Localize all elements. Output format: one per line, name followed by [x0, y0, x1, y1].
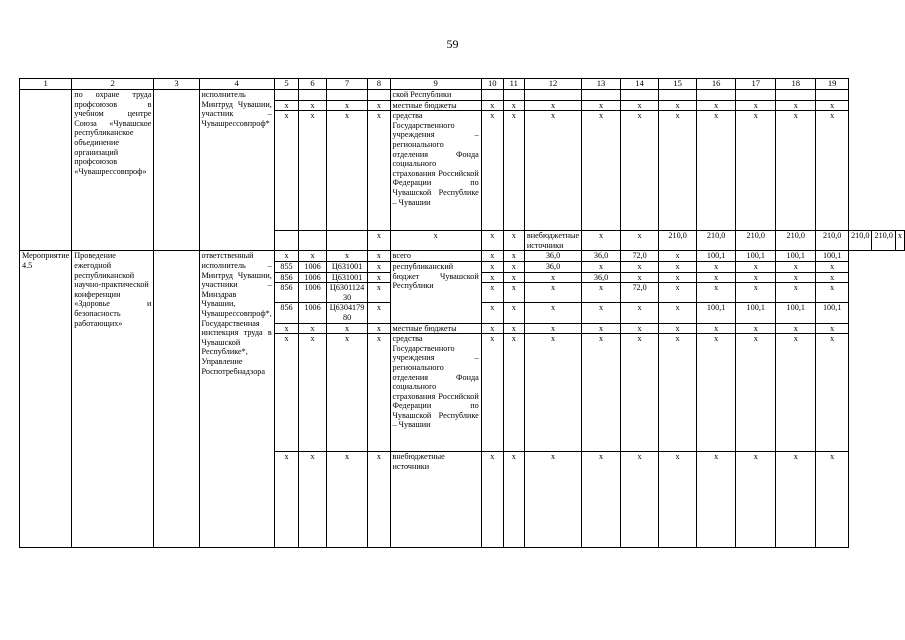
- event-description: Проведение ежегодной республиканской научно-практической конференции «Здоровье и безопасность работающих»: [72, 251, 154, 548]
- event-label-cell: [20, 90, 72, 101]
- data-cell: x: [776, 323, 816, 334]
- data-cell: 100,1: [816, 303, 849, 323]
- data-cell: x: [274, 334, 298, 452]
- data-cell: x: [503, 261, 524, 272]
- data-cell: x: [696, 283, 735, 303]
- data-cell: 36,0: [582, 251, 621, 262]
- data-cell: x: [503, 334, 524, 452]
- data-cell: x: [274, 251, 298, 262]
- data-cell: x: [582, 303, 621, 323]
- data-cell: x: [390, 231, 481, 251]
- data-cell: x: [481, 111, 503, 231]
- data-cell: x: [696, 272, 735, 283]
- column-header: 2: [72, 79, 154, 90]
- data-cell: 100,1: [776, 251, 816, 262]
- data-cell: 210,0: [872, 231, 895, 251]
- data-cell: x: [659, 303, 697, 323]
- data-cell: Ц631001: [326, 261, 367, 272]
- data-cell: x: [621, 111, 659, 231]
- data-cell: x: [503, 452, 524, 548]
- data-cell: Ц631001: [326, 272, 367, 283]
- data-cell: x: [816, 334, 849, 452]
- column-header-row: [20, 79, 905, 90]
- executor-cell: исполнитель Минтруд Чувашии, участник – Чувашрессовпроф*: [199, 90, 274, 251]
- funding-source: внебюджетные источники: [390, 452, 481, 548]
- data-cell: 856: [274, 283, 298, 303]
- data-cell: x: [736, 100, 776, 111]
- data-cell: x: [524, 111, 581, 231]
- data-cell: x: [524, 323, 581, 334]
- data-cell: 1006: [299, 303, 327, 323]
- column-header: 6: [299, 79, 327, 90]
- data-cell: x: [481, 323, 503, 334]
- data-cell: x: [696, 100, 735, 111]
- data-cell: x: [582, 111, 621, 231]
- data-cell: [368, 90, 390, 101]
- column-header: 9: [390, 79, 481, 90]
- executor-cell: ответственный исполнитель – Минтруд Чувашии, участники – Минздрав Чувашии, Чувашрессовпроф*, Государственная инспекция труда в Чувашской Республике*, Управление Роспотребнадзора: [199, 251, 274, 548]
- budget-table: [19, 78, 905, 548]
- data-cell: x: [481, 100, 503, 111]
- data-cell: x: [736, 334, 776, 452]
- data-cell: 210,0: [659, 231, 697, 251]
- data-cell: x: [736, 111, 776, 231]
- column-header: 5: [274, 79, 298, 90]
- data-cell: x: [481, 452, 503, 548]
- data-cell: x: [481, 272, 503, 283]
- data-cell: x: [582, 334, 621, 452]
- data-cell: x: [368, 261, 390, 272]
- data-cell: x: [481, 334, 503, 452]
- data-cell: x: [274, 100, 298, 111]
- column-header: 7: [326, 79, 367, 90]
- event-label: Мероприятие 4.5: [20, 251, 72, 548]
- data-cell: x: [659, 111, 697, 231]
- data-cell: x: [621, 303, 659, 323]
- data-cell: x: [503, 251, 524, 262]
- data-cell: x: [736, 323, 776, 334]
- column-header: 8: [368, 79, 390, 90]
- data-cell: x: [524, 452, 581, 548]
- data-cell: x: [299, 323, 327, 334]
- data-cell: x: [776, 452, 816, 548]
- data-cell: x: [816, 452, 849, 548]
- data-cell: 856: [274, 272, 298, 283]
- column-header: 4: [199, 79, 274, 90]
- data-cell: 36,0: [524, 261, 581, 272]
- data-cell: 72,0: [621, 283, 659, 303]
- data-cell: x: [524, 100, 581, 111]
- data-cell: x: [503, 111, 524, 231]
- data-cell: x: [736, 283, 776, 303]
- data-cell: 855: [274, 261, 298, 272]
- data-cell: 1006: [299, 261, 327, 272]
- data-cell: x: [503, 283, 524, 303]
- data-cell: x: [621, 452, 659, 548]
- data-cell: x: [776, 100, 816, 111]
- data-cell: x: [895, 231, 904, 251]
- data-cell: x: [524, 334, 581, 452]
- data-cell: x: [582, 452, 621, 548]
- data-cell: x: [776, 283, 816, 303]
- funding-source: всего: [390, 251, 481, 262]
- data-cell: x: [368, 100, 390, 111]
- data-cell: x: [659, 251, 697, 262]
- data-cell: x: [816, 111, 849, 231]
- data-cell: x: [621, 100, 659, 111]
- data-cell: x: [621, 231, 659, 251]
- data-cell: x: [481, 303, 503, 323]
- data-cell: 1006: [299, 272, 327, 283]
- data-cell: 856: [274, 303, 298, 323]
- funding-source: местные бюджеты: [390, 323, 481, 334]
- data-cell: x: [299, 452, 327, 548]
- data-cell: x: [776, 334, 816, 452]
- data-cell: x: [481, 231, 503, 251]
- data-cell: x: [368, 283, 390, 303]
- column-header: 1: [20, 79, 72, 90]
- data-cell: x: [326, 452, 367, 548]
- column-header: 18: [776, 79, 816, 90]
- data-cell: x: [481, 261, 503, 272]
- data-cell: x: [696, 111, 735, 231]
- data-cell: 210,0: [816, 231, 849, 251]
- table-row: [20, 90, 905, 101]
- data-cell: x: [326, 100, 367, 111]
- data-cell: x: [816, 283, 849, 303]
- data-cell: x: [736, 452, 776, 548]
- page-number: 59: [446, 37, 459, 51]
- data-cell: x: [503, 100, 524, 111]
- column-header: 14: [621, 79, 659, 90]
- goal-cell: [154, 90, 199, 251]
- data-cell: 100,1: [736, 251, 776, 262]
- column-header: 15: [659, 79, 697, 90]
- funding-source: средства Государственного учреждения – регионального отделения Фонда социального страхования Российской Федерации по Чувашской Республике – Чувашии: [390, 334, 481, 452]
- data-cell: x: [776, 111, 816, 231]
- data-cell: [326, 90, 367, 101]
- data-cell: x: [299, 111, 327, 231]
- data-cell: 100,1: [736, 303, 776, 323]
- data-cell: x: [582, 100, 621, 111]
- data-cell: x: [582, 261, 621, 272]
- data-cell: 210,0: [696, 231, 735, 251]
- column-header: 19: [816, 79, 849, 90]
- data-cell: x: [503, 303, 524, 323]
- funding-source: республиканский бюджет Чувашской Республики: [390, 261, 481, 323]
- funding-source: местные бюджеты: [390, 100, 481, 111]
- data-cell: x: [582, 323, 621, 334]
- data-cell: x: [481, 283, 503, 303]
- data-cell: x: [696, 323, 735, 334]
- funding-source: средства Государственного учреждения – регионального отделения Фонда социального страхования Российской Федерации по Чувашской Республике – Чувашии: [390, 111, 481, 231]
- data-cell: x: [326, 334, 367, 452]
- data-cell: x: [582, 231, 621, 251]
- data-cell: x: [776, 272, 816, 283]
- column-header: 11: [503, 79, 524, 90]
- data-cell: 100,1: [816, 251, 849, 262]
- data-cell: x: [736, 272, 776, 283]
- data-cell: x: [524, 283, 581, 303]
- data-cell: 100,1: [696, 251, 735, 262]
- data-cell: x: [481, 251, 503, 262]
- data-cell: x: [659, 261, 697, 272]
- column-header: 10: [481, 79, 503, 90]
- data-cell: x: [621, 272, 659, 283]
- data-cell: x: [816, 272, 849, 283]
- data-cell: x: [816, 323, 849, 334]
- data-cell: x: [299, 251, 327, 262]
- data-cell: x: [776, 261, 816, 272]
- data-cell: x: [274, 323, 298, 334]
- data-cell: x: [368, 111, 390, 231]
- column-header: 13: [582, 79, 621, 90]
- column-header: 16: [696, 79, 735, 90]
- funding-source: внебюджетные источники: [524, 231, 581, 251]
- data-cell: 36,0: [582, 272, 621, 283]
- data-cell: [299, 90, 327, 101]
- data-cell: x: [524, 303, 581, 323]
- data-cell: x: [368, 231, 390, 251]
- data-cell: 100,1: [696, 303, 735, 323]
- data-cell: x: [696, 452, 735, 548]
- data-cell: 100,1: [776, 303, 816, 323]
- data-cell: x: [299, 334, 327, 452]
- data-cell: Ц6304179 80: [326, 303, 367, 323]
- data-cell: x: [621, 334, 659, 452]
- data-cell: x: [368, 334, 390, 452]
- data-cell: x: [326, 111, 367, 231]
- funding-source: ской Республики: [390, 90, 481, 101]
- column-header: 17: [736, 79, 776, 90]
- data-cell: 210,0: [776, 231, 816, 251]
- data-cell: x: [736, 261, 776, 272]
- data-cell: x: [503, 272, 524, 283]
- data-cell: x: [368, 251, 390, 262]
- data-cell: 1006: [299, 283, 327, 303]
- data-cell: x: [274, 452, 298, 548]
- data-cell: x: [368, 452, 390, 548]
- data-cell: 36,0: [524, 251, 581, 262]
- data-cell: 210,0: [849, 231, 872, 251]
- column-header: 12: [524, 79, 581, 90]
- data-cell: x: [274, 111, 298, 231]
- data-cell: x: [621, 323, 659, 334]
- data-cell: Ц6301124 30: [326, 283, 367, 303]
- data-cell: x: [326, 251, 367, 262]
- data-cell: x: [659, 452, 697, 548]
- data-cell: 72,0: [621, 251, 659, 262]
- data-cell: x: [659, 283, 697, 303]
- table-row: [20, 251, 905, 262]
- data-cell: 210,0: [736, 231, 776, 251]
- data-cell: x: [621, 261, 659, 272]
- data-cell: x: [368, 272, 390, 283]
- column-header: 3: [154, 79, 199, 90]
- data-cell: x: [368, 303, 390, 323]
- data-cell: x: [659, 100, 697, 111]
- data-cell: x: [696, 334, 735, 452]
- data-cell: x: [503, 323, 524, 334]
- goal-cell: [154, 251, 199, 548]
- data-cell: x: [503, 231, 524, 251]
- data-cell: x: [582, 283, 621, 303]
- data-cell: x: [299, 100, 327, 111]
- data-cell: x: [816, 261, 849, 272]
- data-cell: [274, 90, 298, 101]
- data-cell: x: [368, 323, 390, 334]
- data-cell: x: [659, 323, 697, 334]
- data-cell: x: [524, 272, 581, 283]
- data-cell: x: [326, 323, 367, 334]
- data-cell: x: [659, 272, 697, 283]
- event-description: по охране труда профсоюзов в учебном центре Союза «Чувашское республиканское объединение организаций профсоюзов «Чувашрессовпроф»: [72, 90, 154, 251]
- data-cell: x: [659, 334, 697, 452]
- data-cell: x: [816, 100, 849, 111]
- data-cell: x: [696, 261, 735, 272]
